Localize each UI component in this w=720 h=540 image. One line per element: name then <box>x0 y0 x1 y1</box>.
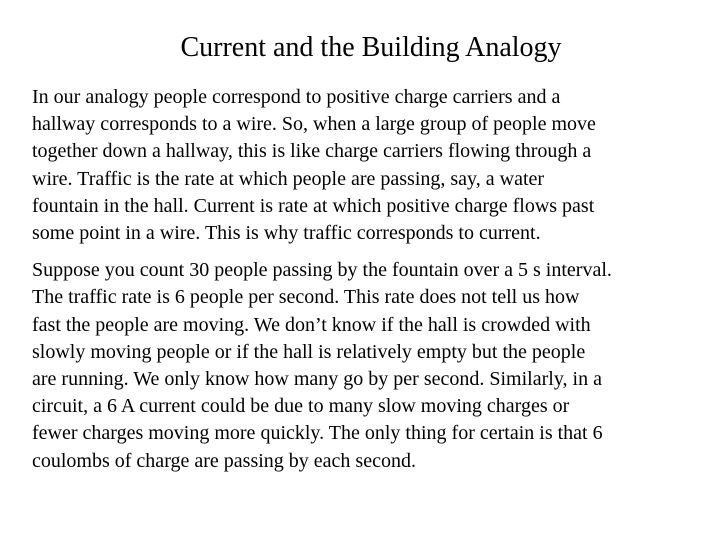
paragraph-example <box>32 257 720 475</box>
text-line: wire. Traffic is the rate at which people are passing, say, a water <box>32 167 545 190</box>
text-line: Suppose you count 30 people passing by the fountain over a 5 s interval. <box>32 259 612 282</box>
text-line: fewer charges moving more quickly. The only thing for certain is that 6 <box>32 422 603 445</box>
text-line: In our analogy people correspond to positive charge carriers and a <box>32 86 561 108</box>
text-line: some point in a wire. This is why traffic corresponds to current. <box>32 222 541 245</box>
slide-title: Current and the Building Analogy <box>180 32 562 63</box>
text-line: hallway corresponds to a wire. So, when a large group of people move <box>32 113 596 136</box>
text-line: fountain in the hall. Current is rate at which positive charge flows past <box>32 194 595 217</box>
paragraph-analogy <box>32 84 720 247</box>
text-line: together down a hallway, this is like charge carriers flowing through a <box>32 140 592 163</box>
text-line: are running. We only know how many go by per second. Similarly, in a <box>32 368 602 391</box>
text-line: circuit, a 6 A current could be due to many slow moving charges or <box>32 395 570 418</box>
text-line: fast the people are moving. We don’t know if the hall is crowded with <box>32 313 591 336</box>
text-line: slowly moving people or if the hall is relatively empty but the people <box>32 340 586 363</box>
text-line: coulombs of charge are passing by each second. <box>32 449 416 472</box>
text-line: The traffic rate is 6 people per second. This rate does not tell us how <box>32 286 580 309</box>
slide-body <box>32 84 720 475</box>
